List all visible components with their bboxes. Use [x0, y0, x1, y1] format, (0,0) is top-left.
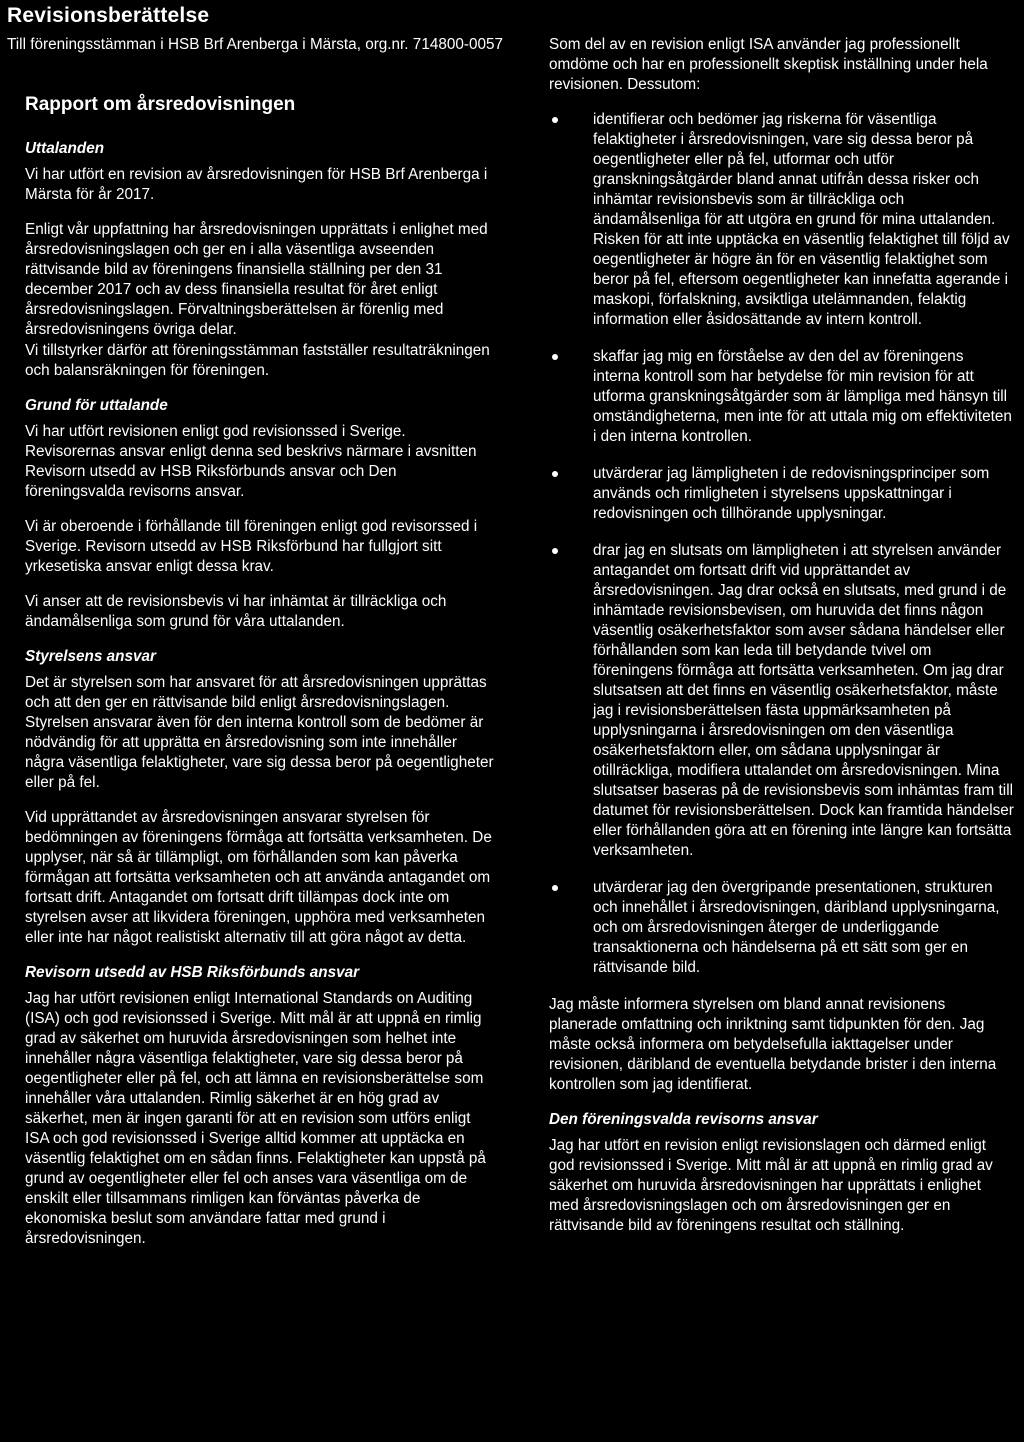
- bullet-text: skaffar jag mig en förståelse av den del av föreningens interna kontroll som har betydelse för min revision för att utforma granskningsåtgärder som är lämpliga med hänsyn till omständigheterna, men inte för att uttala mig om effektiviteten i den interna kontrollen.: [593, 348, 1012, 445]
- bullet-text: identifierar och bedömer jag riskerna för väsentliga felaktigheter i årsredovisningen, vare sig dessa beror på oegentligheter eller på fel, utformar och utför granskningsåtgärder bland annat utifrån dessa risker och inhämtar revisionsbevis som är tillräckliga och ändamålsenliga för att utgöra en grund för mina uttalanden. Risken för att inte upptäcka en väsentlig felaktighet till följd av oegentligheter är högre än för en väsentlig felaktighet som beror på fel, eftersom oegentligheter kan innefatta agerande i maskopi, förfalskning, avsiktliga utelämnanden, felaktig information eller åsidosättande av intern kontroll.: [593, 111, 1010, 328]
- forening-heading: Den föreningsvalda revisorns ansvar: [549, 1111, 818, 1128]
- uttalanden-paragraph-1: Vi har utfört en revision av årsredovisningen för HSB Brf Arenberga i Märsta för år 2017.: [25, 166, 488, 203]
- styrelsen-heading: Styrelsens ansvar: [25, 648, 156, 665]
- bullet-icon: [552, 471, 558, 477]
- after-bullets-paragraph: Jag måste informera styrelsen om bland annat revisionens planerade omfattning och inriktning samt tidpunkten för den. Jag måste också informera om betydelsefulla iakttagelser under revisionen, däribland de eventuella betydande brister i den interna kontrollen som jag identifierat.: [549, 996, 997, 1093]
- page-subtitle: Till föreningsstämman i HSB Brf Arenberga i Märsta, org.nr. 714800-0057: [7, 36, 503, 53]
- grund-paragraph-3: Vi anser att de revisionsbevis vi har inhämtat är tillräckliga och ändamålsenliga som grund för våra uttalanden.: [25, 593, 447, 630]
- revisorn-paragraph-1: Jag har utfört revisionen enligt International Standards on Auditing (ISA) och god revisionssed i Sverige. Mitt mål är att uppnå en rimlig grad av säkerhet om huruvida årsredovisningen som helhet inte innehåller några väsentliga felaktigheter, vare sig dessa beror på oegentligheter eller på fel, och att lämna en revisionsberättelse som innehåller våra uttalanden. Rimlig säkerhet är en hög grad av säkerhet, men är ingen garanti för att en revision som utförs enligt ISA och god revisionssed i Sverige alltid kommer att upptäcka en väsentlig felaktighet om en sådan finns. Felaktigheter kan uppstå på grund av oegentligheter eller fel och anses vara väsentliga om de enskilt eller tillsammans rimligen kan förväntas påverka de ekonomiska beslut som användare fattar med grund i årsredovisningen.: [25, 990, 486, 1247]
- bullet-list: [549, 110, 1014, 978]
- styrelsen-paragraph-1: Det är styrelsen som har ansvaret för att årsredovisningen upprättas och att den ger en rättvisande bild enligt årsredovisningslagen. Styrelsen ansvarar även för den interna kontroll som de bedömer är nödvändig för att upprätta en årsredovisning som inte innehåller några väsentliga felaktigheter, vare sig dessa beror på oegentligheter eller på fel.: [25, 674, 494, 791]
- bullet-item: [549, 541, 1014, 861]
- section-heading: Rapport om årsredovisningen: [25, 94, 296, 115]
- bullet-text: utvärderar jag lämpligheten i de redovisningsprinciper som används och rimligheten i styrelsens uppskattningar i redovisningen och tillhörande upplysningar.: [593, 465, 990, 522]
- styrelsen-paragraph-2: Vid upprättandet av årsredovisningen ansvarar styrelsen för bedömningen av föreningens förmåga att fortsätta verksamheten. De upplyser, när så är tillämpligt, om förhållanden som kan påverka förmågan att fortsätta verksamheten och att använda antagandet om fortsatt drift. Antagandet om fortsatt drift tillämpas dock inte om styrelsen avser att likvidera föreningen, upphöra med verksamheten eller inte har något realistiskt alternativ till att göra något av detta.: [25, 809, 492, 946]
- bullet-icon: [552, 885, 558, 891]
- right-column: [549, 35, 1014, 1251]
- uttalanden-heading: Uttalanden: [25, 140, 105, 157]
- grund-paragraph-1: Vi har utfört revisionen enligt god revisionssed i Sverige. Revisorernas ansvar enligt denna sed beskrivs närmare i avsnitten Revisorn utsedd av HSB Riksförbunds ansvar och Den föreningsvalda revisorns ansvar.: [25, 423, 477, 500]
- page-title: Revisionsberättelse: [7, 4, 210, 27]
- grund-heading: Grund för uttalande: [25, 397, 168, 414]
- left-column: [25, 93, 495, 1264]
- uttalanden-paragraph-2: Enligt vår uppfattning har årsredovisningen upprättats i enlighet med årsredovisningslagen och ger en i alla väsentliga avseenden rättvisande bild av föreningens finansiella ställning per den 31 december 2017 och av dess finansiella resultat för året enligt årsredovisningslagen. Förvaltningsberättelsen är förenlig med årsredovisningens övriga delar.: [25, 221, 488, 338]
- forening-paragraph-1: Jag har utfört en revision enligt revisionslagen och därmed enligt god revisionssed i Sverige. Mitt mål är att uppnå en rimlig grad av säkerhet om huruvida årsredovisningen har upprättats i enlighet med årsredovisningslagen och om årsredovisningen ger en rättvisande bild av föreningens resultat och ställning.: [549, 1137, 993, 1234]
- grund-paragraph-2: Vi är oberoende i förhållande till föreningen enligt god revisorssed i Sverige. Revisorn utsedd av HSB Riksförbund har fullgjort sitt yrkesetiska ansvar enligt dessa krav.: [25, 518, 478, 575]
- bullet-icon: [552, 117, 558, 123]
- bullet-item: [549, 110, 1014, 330]
- bullet-icon: [552, 354, 558, 360]
- intro-paragraph: Som del av en revision enligt ISA använder jag professionellt omdöme och har en professionellt skeptisk inställning under hela revisionen. Dessutom:: [549, 36, 988, 93]
- revisorn-heading: Revisorn utsedd av HSB Riksförbunds ansvar: [25, 964, 360, 981]
- bullet-item: [549, 464, 1014, 524]
- bullet-item: [549, 878, 1014, 978]
- bullet-item: [549, 347, 1014, 447]
- uttalanden-paragraph-3: Vi tillstyrker därför att föreningsstämman fastställer resultaträkningen och balansräkningen för föreningen.: [25, 342, 490, 379]
- bullet-text: utvärderar jag den övergripande presentationen, strukturen och innehållet i årsredovisningen, däribland upplysningarna, och om årsredovisningen återger de underliggande transaktionerna och händelserna på ett sätt som ger en rättvisande bild.: [593, 879, 1000, 976]
- bullet-text: drar jag en slutsats om lämpligheten i att styrelsen använder antagandet om fortsatt drift vid upprättandet av årsredovisningen. Jag drar också en slutsats, med grund i de inhämtade revisionsbevisen, om huruvida det finns någon väsentlig osäkerhetsfaktor som avser sådana händelser eller förhållanden som kan leda till betydande tvivel om föreningens förmåga att fortsätta verksamheten. Om jag drar slutsatsen att det finns en väsentlig osäkerhetsfaktor, måste jag i revisionsberättelsen fästa uppmärksamheten på upplysningarna i årsredovisningen om den väsentliga osäkerhetsfaktorn eller, om sådana upplysningar är otillräckliga, modifiera uttalandet om årsredovisningen. Mina slutsatser baseras på de revisionsbevis som inhämtas fram till datumet för revisionsberättelsen. Dock kan framtida händelser eller förhållanden göra att en förening inte längre kan fortsätta verksamheten.: [593, 542, 1014, 859]
- bullet-icon: [552, 548, 558, 554]
